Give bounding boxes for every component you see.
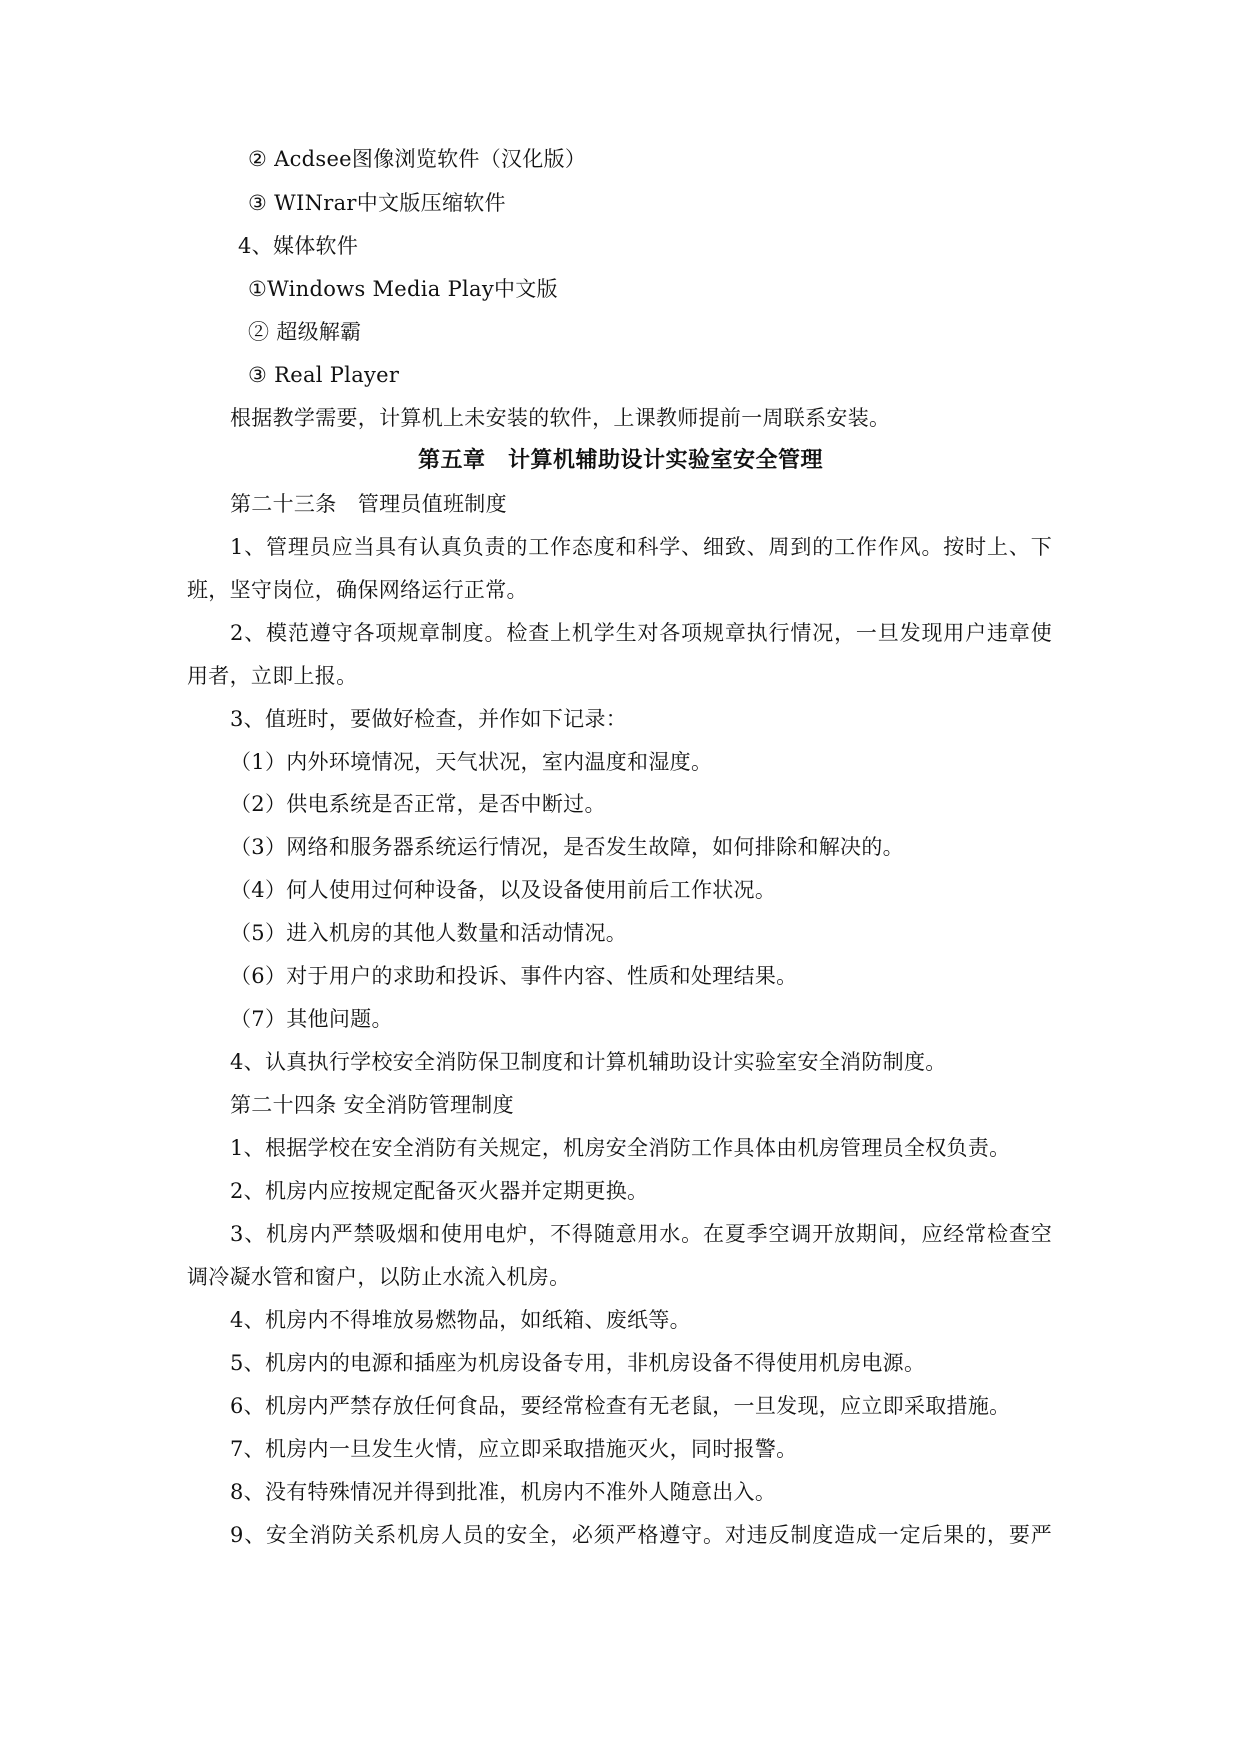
article-24-paragraph-2: 2、机房内应按规定配备灭火器并定期更换。 [230,1179,649,1203]
record-item-4: （4）何人使用过何种设备，以及设备使用前后工作状况。 [230,878,777,902]
record-item-5: （5）进入机房的其他人数量和活动情况。 [230,921,628,945]
article-23-title: 第二十三条 管理员值班制度 [230,492,507,516]
article-23-paragraph-4: 4、认真执行学校安全消防保卫制度和计算机辅助设计实验室安全消防制度。 [230,1050,947,1074]
article-24-paragraph-5: 5、机房内的电源和插座为机房设备专用，非机房设备不得使用机房电源。 [230,1351,926,1375]
article-24-paragraph-7: 7、机房内一旦发生火情，应立即采取措施灭火，同时报警。 [230,1437,798,1461]
article-23-paragraph-2-line-1: 2、模范遵守各项规章制度。检查上机学生对各项规章执行情况，一旦发现用户违章使 [230,621,1052,645]
article-24-paragraph-1: 1、根据学校在安全消防有关规定，机房安全消防工作具体由机房管理员全权负责。 [230,1136,1011,1160]
software-item-wmp: ①Windows Media Play中文版 [248,277,558,301]
article-24-title: 第二十四条 安全消防管理制度 [230,1093,514,1117]
record-item-1: （1）内外环境情况，天气状况，室内温度和湿度。 [230,750,713,774]
article-24-paragraph-4: 4、机房内不得堆放易燃物品，如纸箱、废纸等。 [230,1308,691,1332]
record-item-2: （2）供电系统是否正常，是否中断过。 [230,792,606,816]
record-item-3: （3）网络和服务器系统运行情况，是否发生故障，如何排除和解决的。 [230,835,904,859]
software-item-winrar: ③ WINrar中文版压缩软件 [248,191,506,215]
install-note: 根据教学需要，计算机上未安装的软件，上课教师提前一周联系安装。 [230,406,891,430]
article-23-paragraph-1-line-2: 班，坚守岗位，确保网络运行正常。 [187,578,528,602]
article-24-paragraph-9-line-1: 9、安全消防关系机房人员的安全，必须严格遵守。对违反制度造成一定后果的，要严 [230,1523,1052,1547]
software-item-acdsee: ② Acdsee图像浏览软件（汉化版） [248,147,587,171]
article-23-paragraph-3: 3、值班时，要做好检查，并作如下记录： [230,707,628,731]
media-software-heading: 4、媒体软件 [238,234,359,258]
software-item-realplayer: ③ Real Player [248,363,400,387]
article-24-paragraph-3-line-2: 调冷凝水管和窗户，以防止水流入机房。 [187,1265,571,1289]
article-24-paragraph-8: 8、没有特殊情况并得到批准，机房内不准外人随意出入。 [230,1480,777,1504]
article-23-paragraph-1-line-1: 1、管理员应当具有认真负责的工作态度和科学、细致、周到的工作作风。按时上、下 [230,535,1052,559]
chapter-title: 第五章 计算机辅助设计实验室安全管理 [417,448,823,473]
article-24-paragraph-6: 6、机房内严禁存放任何食品，要经常检查有无老鼠，一旦发现，应立即采取措施。 [230,1394,1011,1418]
article-24-paragraph-3-line-1: 3、机房内严禁吸烟和使用电炉，不得随意用水。在夏季空调开放期间，应经常检查空 [230,1222,1052,1246]
article-23-paragraph-2-line-2: 用者，立即上报。 [187,664,358,688]
software-item-superdecoder: ② 超级解霸 [248,320,362,344]
record-item-7: （7）其他问题。 [230,1007,393,1031]
record-item-6: （6）对于用户的求助和投诉、事件内容、性质和处理结果。 [230,964,798,988]
